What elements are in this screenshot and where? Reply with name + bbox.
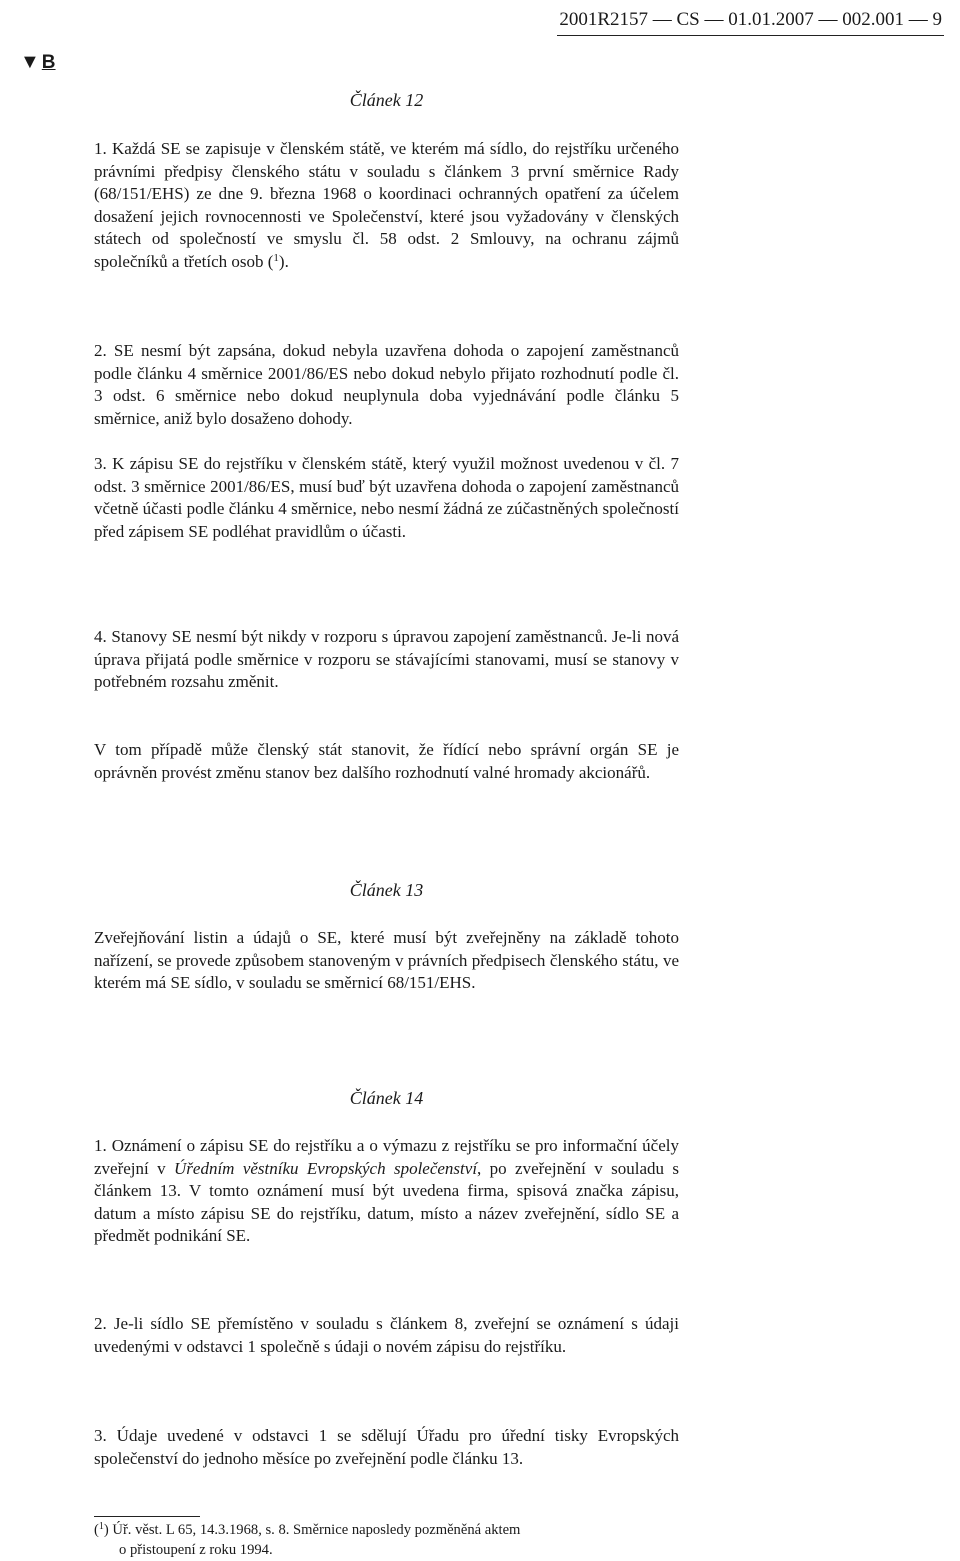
triangle-down-icon: ▼ (20, 51, 40, 73)
footnote-separator (94, 1516, 200, 1517)
article-12-paragraph-3: 3. K zápisu SE do rejstříku v členském státě, který využil možnost uvedenou v čl. 7 odst. 3 směrnice 2001/86/ES, musí buď být uzavřena dohoda o zapojení zaměstnanců včetně účasti podle článku 4 směrnice, nebo nesmí žádná ze zúčastněných společností před zápisem SE podléhat pravidlům o účasti. (94, 454, 679, 541)
journal-name: Úředním věstníku Evropských společenství (174, 1158, 478, 1178)
article-12-paragraph-4: 4. Stanovy SE nesmí být nikdy v rozporu s úpravou zapojení zaměstnanců. Je-li nová úprava přijatá podle směrnice v rozporu se stávajícími stanovami, musí se stanovy v potřebném rozsahu změnit. (94, 627, 679, 692)
article-13-title: Článek 13 (349, 880, 424, 900)
article-13-paragraph-1: Zveřejňování listin a údajů o SE, které musí být zveřejněny na základě tohoto nařízení, se provede způsobem stanoveným v právních předpisech členského státu, ve kterém má SE sídlo, v souladu se směrnicí 68/151/EHS. (94, 928, 679, 993)
article-12-paragraph-1: 1. Každá SE se zapisuje v členském státě, ve kterém má sídlo, do rejstříku určeného právními předpisy členského státu v souladu s článkem 3 první směrnice Rady (68/151/EHS) ze dne 9. března 1968 o koordinaci ochranných opatření za účelem dosažení jejich rovnocennosti ve Společenství, které jsou vyžadovány v členských státech od společností ve smyslu čl. 58 odst. 2 Smlouvy, na ochranu zájmů společníků a třetích osob ($^1$). (94, 139, 679, 271)
document-reference-header: 2001R2157 — CS — 01.01.2007 — 002.001 — 9 (557, 6, 944, 36)
footnote-reference: 1 (273, 251, 279, 264)
article-14-paragraph-1: 1. Oznámení o zápisu SE do rejstříku a o výmazu z rejstříku se pro informační účely zveřejní v Úředním věstníku Evropských společenství, po zveřejnění v souladu s článkem 13. V tomto oznámení musí být uvedena firma, spisová značka zápisu, datum a místo zápisu SE do rejstříku, datum, místo a název zveřejnění, sídlo SE a předmět podnikání SE. (94, 1136, 679, 1246)
article-12-title: Článek 12 (349, 90, 424, 110)
footnote (94, 1520, 679, 1560)
footnote-text-line-1: Úř. věst. L 65, 14.3.1968, s. 8. Směrnice naposledy pozměněná aktem (112, 1522, 521, 1538)
article-12-paragraph-5: V tom případě může členský stát stanovit, že řídící nebo správní orgán SE je oprávněn provést změnu stanov bez dalšího rozhodnutí valné hromady akcionářů. (94, 740, 679, 782)
footnote-text-line-2: o přistoupení z roku 1994. (119, 1542, 273, 1558)
article-14-paragraph-2: 2. Je-li sídlo SE přemístěno v souladu s článkem 8, zveřejní se oznámení s údaji uvedenými v odstavci 1 společně s údaji o novém zápisu do rejstříku. (94, 1314, 679, 1356)
article-14-paragraph-3: 3. Údaje uvedené v odstavci 1 se sdělují Úřadu pro úřední tisky Evropských společenství do jednoho měsíce po zveřejnění podle článku 13. (94, 1426, 679, 1468)
footnote-marker: ($^1$) (94, 1521, 109, 1538)
article-14-title: Článek 14 (349, 1088, 424, 1108)
amendment-marker (20, 50, 56, 75)
amendment-marker-label: B (41, 52, 56, 73)
article-12-paragraph-2: 2. SE nesmí být zapsána, dokud nebyla uzavřena dohoda o zapojení zaměstnanců podle článku 4 směrnice 2001/86/ES nebo dokud nebylo přijato rozhodnutí podle čl. 3 odst. 6 směrnice nebo dokud neuplynula doba vyjednávání podle článku 5 směrnice, aniž bylo dosaženo dohody. (94, 341, 679, 428)
